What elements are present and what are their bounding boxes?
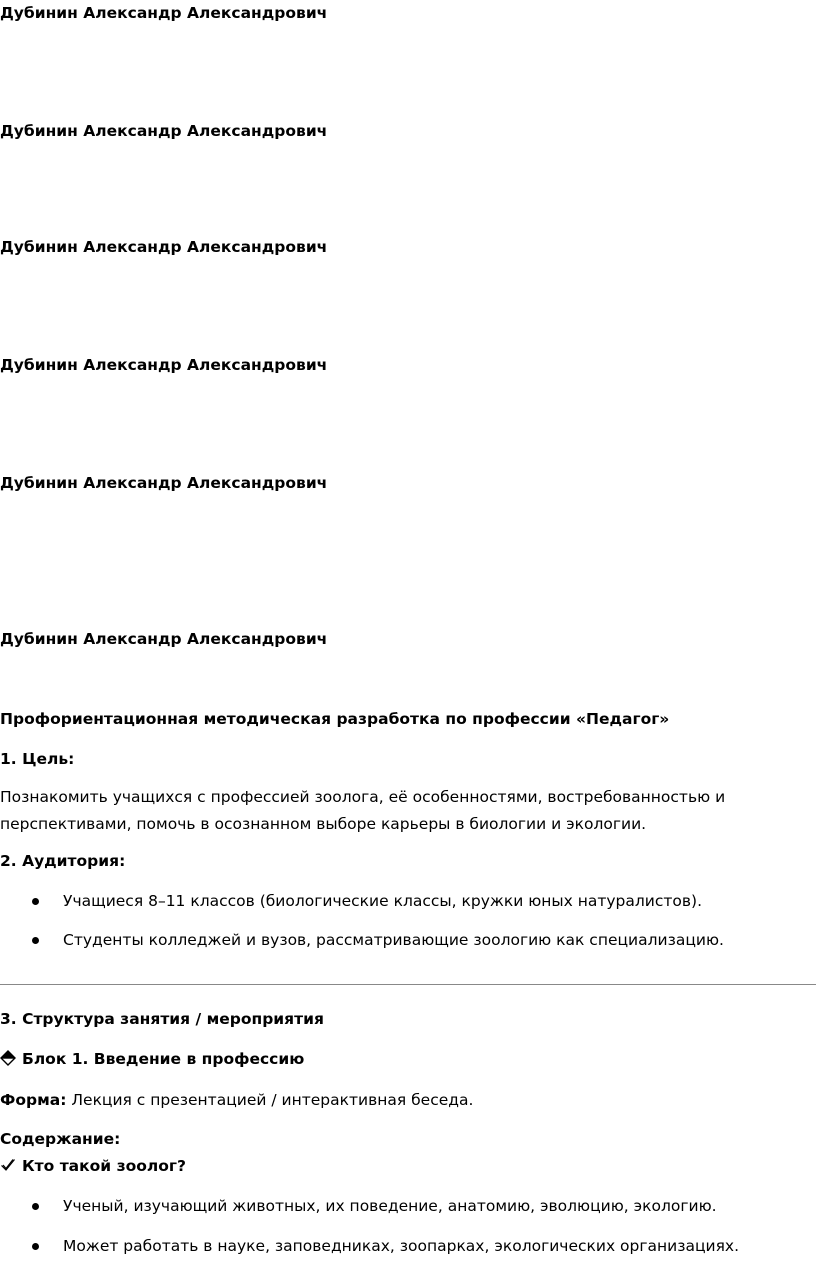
content-label: Содержание: — [0, 1130, 121, 1148]
list-item-text: Студенты колледжей и вузов, рассматривающие зоологию как специализацию. — [63, 931, 724, 949]
author-name: Дубинин Александр Александрович — [0, 238, 328, 256]
form-value: Лекция с презентацией / интерактивная беседа. — [66, 1091, 474, 1109]
bullet-icon — [32, 1243, 39, 1250]
form-line — [0, 1090, 473, 1110]
author-name: Дубинин Александр Александрович — [0, 474, 328, 492]
document-title: Профориентационная методическая разработка по профессии «Педагог» — [0, 710, 670, 728]
form-label: Форма: — [0, 1091, 67, 1109]
bullet-icon — [32, 898, 39, 905]
author-name: Дубинин Александр Александрович — [0, 122, 328, 140]
horizontal-divider — [0, 984, 816, 985]
list-item-text: Может работать в науке, заповедниках, зоопарках, экологических организациях. — [63, 1237, 740, 1255]
bullet-icon — [32, 1203, 39, 1210]
block1-heading: Блок 1. Введение в профессию — [22, 1050, 305, 1068]
author-name: Дубинин Александр Александрович — [0, 356, 328, 374]
list-item-text: Ученый, изучающий животных, их поведение, анатомию, эволюцию, экологию. — [63, 1197, 717, 1215]
who-heading-row — [0, 1156, 186, 1176]
diamond-icon — [0, 1050, 16, 1066]
author-name: Дубинин Александр Александрович — [0, 630, 328, 648]
goal-text-line-1: Познакомить учащихся с профессией зоолога, её особенностями, востребованностью и — [0, 788, 726, 806]
check-icon — [0, 1157, 16, 1173]
structure-heading: 3. Структура занятия / мероприятия — [0, 1010, 324, 1028]
who-heading: Кто такой зоолог? — [22, 1157, 186, 1175]
bullet-icon — [32, 937, 39, 944]
audience-heading: 2. Аудитория: — [0, 852, 126, 870]
goal-heading: 1. Цель: — [0, 750, 75, 768]
author-name: Дубинин Александр Александрович — [0, 4, 328, 22]
block1-heading-row — [0, 1049, 304, 1069]
goal-text-line-2: перспективами, помочь в осознанном выборе карьеры в биологии и экологии. — [0, 815, 647, 833]
list-item-text: Учащиеся 8–11 классов (биологические классы, кружки юных натуралистов). — [63, 892, 703, 910]
